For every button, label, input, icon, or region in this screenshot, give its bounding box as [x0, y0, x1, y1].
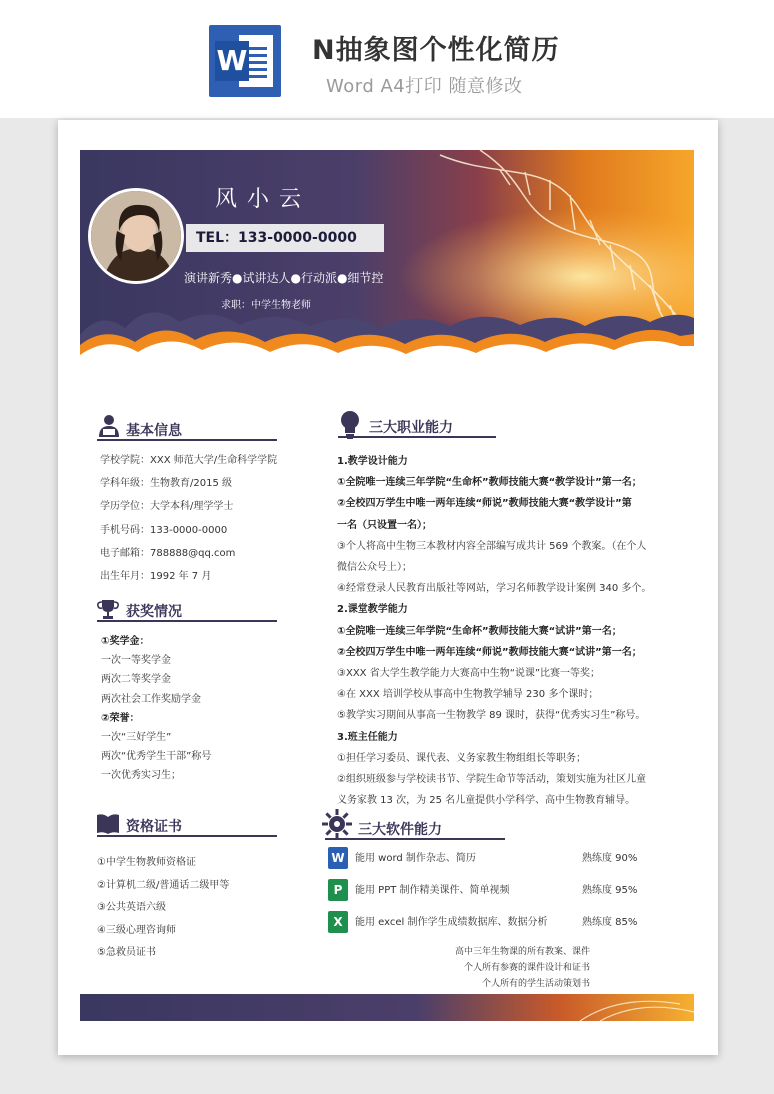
- trophy-icon: [97, 598, 119, 620]
- software-label: 能用 word 制作杂志、简历: [355, 853, 476, 864]
- award-row: 一次“三好学生”: [101, 732, 172, 743]
- award-row: 一次一等奖学金: [101, 655, 171, 667]
- banner-subtitle: Word A4打印 随意修改: [326, 76, 523, 97]
- cert-row: ⑤急救员证书: [97, 947, 156, 959]
- ability-row: 1.教学设计能力: [337, 456, 408, 467]
- award-row: ①奖学金：: [101, 636, 150, 647]
- ability-row: ③个人将高中生物三本教材内容全部编写成共计 569 个教案。（在个人: [337, 540, 647, 552]
- avatar: [88, 188, 184, 284]
- ability-row: 一名（只设置一名）；: [337, 519, 432, 531]
- software-icon-letter: X: [333, 915, 343, 929]
- footer-note: 个人所有的学生活动策划书: [481, 979, 590, 989]
- excel-icon: [328, 911, 348, 933]
- award-row: ②荣誉：: [101, 712, 140, 724]
- cert-row: ②计算机二级/普通话二级甲等: [97, 879, 230, 891]
- software-icon-letter: W: [331, 851, 345, 865]
- ability-row: ⑤教学实习期间从事高一生物教学 89 课时，获得“优秀实习生”称号。: [337, 710, 646, 722]
- candidate-name: 风小云: [215, 187, 312, 212]
- word-logo-letter: W: [215, 41, 249, 81]
- awards-underline: [97, 620, 277, 622]
- ability-row: 微信公众号上）；: [337, 562, 412, 573]
- basic-info-row: 学科年级：生物教育/2015 级: [100, 478, 232, 490]
- ability-row: 2.课堂教学能力: [337, 604, 408, 616]
- award-row: 两次二等奖学金: [101, 674, 171, 686]
- cert-row: ①中学生物教师资格证: [97, 857, 196, 868]
- software-label: 能用 excel 制作学生成绩数据库、数据分析: [355, 917, 548, 928]
- personal-tags: 演讲新秀●试讲达人●行动派●细节控: [184, 271, 384, 285]
- word-icon: [328, 847, 348, 869]
- ability-row: ④在 XXX 培训学校从事高中生物教学辅导 230 多个课时；: [337, 689, 599, 701]
- awards-title: 获奖情况: [126, 604, 182, 620]
- basic-info-title: 基本信息: [126, 423, 182, 439]
- ability-row: ④经常登录人民教育出版社等网站，学习名师教学设计案例 340 多个。: [337, 583, 652, 595]
- footer-note: 高中三年生物课的所有教案、课件: [454, 947, 590, 957]
- cert-row: ④三级心理咨询师: [97, 924, 176, 936]
- software-level: 熟练度 90%: [582, 853, 638, 864]
- phone-banner: TEL：133-0000-0000: [186, 224, 384, 252]
- software-level: 熟练度 95%: [582, 885, 638, 896]
- ability-row: ①全院唯一连续三年学院“生命杯”教师技能大赛“试讲”第一名；: [337, 625, 622, 637]
- footer-note: 个人所有参赛的课件设计和证书: [463, 963, 590, 973]
- basic-info-row: 手机号码：133-0000-0000: [100, 524, 228, 536]
- award-row: 两次“优秀学生干部”称号: [101, 751, 212, 763]
- ability-row: ③XXX 省大学生教学能力大赛高中生物“说课”比赛一等奖；: [337, 668, 601, 679]
- ability-row: ②组织班级参与学校读书节、学院生命节等活动，策划实施为社区儿童: [337, 774, 646, 785]
- software-title: 三大软件能力: [358, 822, 442, 838]
- software-icon-letter: P: [333, 883, 343, 897]
- person-icon: [97, 413, 121, 437]
- basic-info-row: 学历学位：大学本科/理学学士: [100, 501, 234, 513]
- banner-title: N抽象图个性化简历: [312, 35, 560, 66]
- ability-row: 3.班主任能力: [337, 731, 398, 743]
- ability-row: ②全校四万学生中唯一两年连续“师说”教师技能大赛“教学设计”第: [337, 498, 632, 510]
- basic-info-underline: [97, 439, 277, 441]
- bottom-band: [80, 994, 694, 1021]
- abilities-underline: [338, 436, 496, 438]
- basic-info-row: 出生年月：1992 年 7 月: [100, 571, 212, 582]
- top-banner: [0, 0, 774, 118]
- award-row: 两次社会工作奖励学金: [101, 693, 201, 705]
- ability-row: ②全校四万学生中唯一两年连续“师说”教师技能大赛“试讲”第一名；: [337, 646, 642, 658]
- job-objective: 求职：中学生物老师: [221, 300, 311, 311]
- basic-info-row: 学校学院：XXX 师范大学/生命科学学院: [100, 455, 278, 466]
- ability-row: 义务家教 13 次，为 25 名儿童提供小学科学、高中生物教育辅导。: [337, 795, 636, 807]
- word-logo-icon: [209, 25, 281, 97]
- powerpoint-icon: [328, 879, 348, 901]
- award-row: 一次优秀实习生；: [101, 770, 181, 782]
- book-icon: [96, 813, 120, 835]
- ability-row: ①全院唯一连续三年学院“生命杯”教师技能大赛“教学设计”第一名；: [337, 477, 642, 489]
- basic-info-row: 电子邮箱：788888@qq.com: [100, 547, 236, 559]
- abilities-title: 三大职业能力: [369, 420, 453, 436]
- certs-underline: [97, 835, 277, 837]
- certs-title: 资格证书: [126, 819, 182, 835]
- cert-row: ③公共英语六级: [97, 902, 166, 914]
- software-label: 能用 PPT 制作精美课件、简单视频: [355, 885, 510, 896]
- ability-row: ①担任学习委员、课代表、义务家教生物组组长等职务；: [337, 752, 586, 764]
- software-level: 熟练度 85%: [582, 917, 638, 928]
- gear-icon: [321, 808, 353, 840]
- software-underline: [325, 838, 505, 840]
